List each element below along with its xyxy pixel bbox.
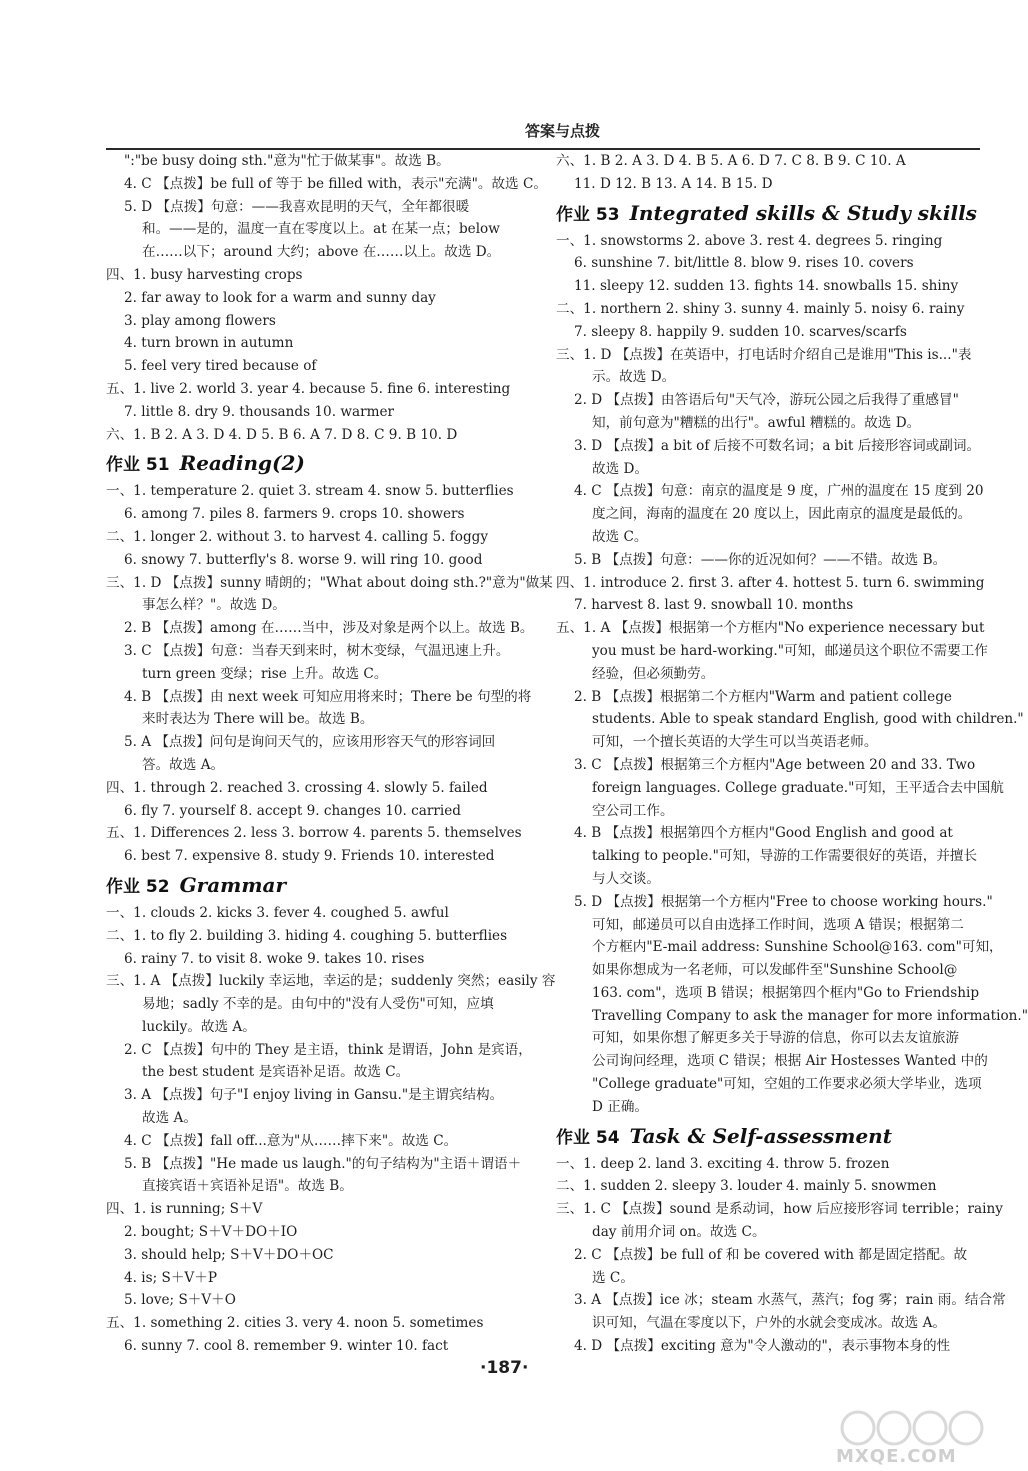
answer-line: 二、1. longer 2. without 3. to harvest 4. calling 5. foggy <box>106 528 489 545</box>
answer-line: 个方框内"E-mail address: Sunshine School@163. com"可知， <box>592 939 1003 956</box>
answer-line: Travelling Company to ask the manager for more information." <box>592 1007 1028 1024</box>
answer-line: 6. sunshine 7. bit/little 8. blow 9. rises 10. covers <box>574 255 914 272</box>
answer-line: 直接宾语＋宾语补足语"。故选 B。 <box>142 1178 353 1195</box>
answer-line: 六、1. B 2. A 3. D 4. B 5. A 6. D 7. C 8. B 9. C 10. A <box>556 153 906 169</box>
answer-line: 7. little 8. dry 9. thousands 10. warmer <box>124 403 395 420</box>
answer-line: 答。故选 A。 <box>142 756 225 773</box>
answer-line: 可知，一个擅长英语的大学生可以当英语老师。 <box>592 734 878 751</box>
answer-line: 4. is; S＋V＋P <box>124 1269 217 1286</box>
section-title: Integrated skills & Study skills <box>629 200 977 225</box>
answer-line: 三、1. D 【点拨】在英语中，打电话时介绍自己是谁用"This is..."表 <box>556 346 972 363</box>
answer-line: 空公司工作。 <box>592 802 674 819</box>
answer-line: talking to people."可知，导游的工作需要很好的英语，并擅长 <box>592 848 978 865</box>
answer-line: 5. D 【点拨】根据第一个方框内"Free to choose working hours." <box>574 893 993 910</box>
answer-line: 2. D 【点拨】由答语后句"天气冷，游玩公园之后我得了重感冒" <box>574 392 959 409</box>
answer-line: 6. sunny 7. cool 8. remember 9. winter 10. fact <box>124 1338 449 1355</box>
answer-line: 四、1. busy harvesting crops <box>106 266 303 283</box>
answer-line: D 正确。 <box>592 1098 649 1115</box>
section-heading <box>556 1119 982 1153</box>
section-number: 作业 51 <box>106 455 170 476</box>
answer-line: 163. com"，选项 B 错误；根据第四个框内"Go to Friendship <box>592 984 980 1001</box>
answer-line: 故选 A。 <box>142 1110 197 1127</box>
answer-line: 3. C 【点拨】根据第三个方框内"Age between 20 and 33. Two <box>574 756 976 773</box>
answer-line: 4. turn brown in autumn <box>124 335 294 352</box>
answer-line: 四、1. through 2. reached 3. crossing 4. slowly 5. failed <box>106 779 488 796</box>
page-number: ·187· <box>480 1358 529 1378</box>
answer-line: 在……以下；around 大约；above 在……以上。故选 D。 <box>142 244 501 261</box>
answer-line: 4. C 【点拨】fall off...意为"从……摔下来"。故选 C。 <box>124 1132 458 1149</box>
answer-line: 三、1. D 【点拨】sunny 晴朗的；"What about doing sth.?"意为"做某 <box>106 574 553 591</box>
section-title: Task & Self-assessment <box>629 1123 892 1148</box>
answer-line: 六、1. B 2. A 3. D 4. D 5. B 6. A 7. D 8. C 9. B 10. D <box>106 426 458 443</box>
answer-line: 事怎么样？"。故选 D。 <box>142 597 286 614</box>
answer-line: 一、1. temperature 2. quiet 3. stream 4. snow 5. butterflies <box>106 483 514 500</box>
answer-line: 4. B 【点拨】由 next week 可知应用将来时；There be 句型的将 <box>124 688 532 705</box>
answer-line: 三、1. A 【点拨】luckily 幸运地，幸运的是；suddenly 突然；easily 容 <box>106 973 556 990</box>
answer-line: 二、1. to fly 2. building 3. hiding 4. coughing 5. butterflies <box>106 927 508 944</box>
answer-line: 易地；sadly 不幸的是。由句中的"没有人受伤"可知，应填 <box>142 996 494 1013</box>
answer-line: turn green 变绿；rise 上升。故选 C。 <box>142 665 388 682</box>
section-heading <box>556 196 982 230</box>
answer-line: 故选 C。 <box>592 528 648 545</box>
answer-line: 识可知，气温在零度以下，户外的水就会变成冰。故选 A。 <box>592 1315 946 1332</box>
answer-line: 五、1. live 2. world 3. year 4. because 5. fine 6. interesting <box>106 380 511 397</box>
answer-line: 3. play among flowers <box>124 312 276 329</box>
answer-line: 度之间，海南的温度在 20 度以上，因此南京的温度是最低的。 <box>592 506 972 523</box>
answer-line: 5. B 【点拨】句意：——你的近况如何？——不错。故选 B。 <box>574 551 947 568</box>
answer-line: 2. B 【点拨】among 在……当中，涉及对象是两个以上。故选 B。 <box>124 620 534 637</box>
answer-line: 如果你想成为一名老师，可以发邮件至"Sunshine School@ <box>592 962 958 979</box>
answer-line: 4. C 【点拨】be full of 等于 be filled with，表示"充满"。故选 C。 <box>124 175 547 192</box>
answer-line: 5. B 【点拨】"He made us laugh."的句子结构为"主语＋谓语＋ <box>124 1155 522 1172</box>
answer-line: 5. feel very tired because of <box>124 358 317 375</box>
answer-line: the best student 是宾语补足语。故选 C。 <box>142 1064 410 1081</box>
answer-line: 3. A 【点拨】ice 冰；steam 水蒸气，蒸汽；fog 雾；rain 雨。结合常 <box>574 1292 1006 1309</box>
answer-line: 五、1. Differences 2. less 3. borrow 4. parents 5. themselves <box>106 825 522 842</box>
answer-line: 3. A 【点拨】句子"I enjoy living in Gansu."是主谓宾结构。 <box>124 1087 504 1104</box>
answer-line: foreign languages. College graduate."可知，王平适合去中国航 <box>592 779 1004 796</box>
answer-line: 3. should help; S＋V＋DO＋OC <box>124 1246 334 1263</box>
left-column <box>106 150 556 1358</box>
answer-line: 五、1. A 【点拨】根据第一个方框内"No experience necessary but <box>556 620 985 637</box>
answer-line: 公司询问经理，选项 C 错误；根据 Air Hostesses Wanted 中的 <box>592 1053 988 1070</box>
answer-line: 6. among 7. piles 8. farmers 9. crops 10. showers <box>124 506 465 523</box>
answer-line: 四、1. introduce 2. first 3. after 4. hottest 5. turn 6. swimming <box>556 574 985 591</box>
answer-line: 6. rainy 7. to visit 8. woke 9. takes 10. rises <box>124 950 425 967</box>
answer-line: 一、1. snowstorms 2. above 3. rest 4. degrees 5. ringing <box>556 232 943 249</box>
section-heading <box>106 868 538 902</box>
watermark-text: MXQE.COM <box>836 1446 957 1467</box>
section-number: 作业 53 <box>556 204 620 225</box>
answer-line: 2. C 【点拨】句中的 They 是主语，think 是谓语，John 是宾语， <box>124 1041 532 1058</box>
answer-line: 2. bought; S＋V＋DO＋IO <box>124 1224 298 1241</box>
answer-line: 2. B 【点拨】根据第二个方框内"Warm and patient college <box>574 688 952 705</box>
answer-line: 4. C 【点拨】句意：南京的温度是 9 度，广州的温度在 15 度到 20 <box>574 483 984 500</box>
answer-line: 5. D 【点拨】句意：——我喜欢昆明的天气，全年都很暖 <box>124 198 470 215</box>
answer-line: 四、1. is running; S＋V <box>106 1201 263 1218</box>
answer-line: 3. C 【点拨】句意：当春天到来时，树木变绿，气温迅速上升。 <box>124 642 510 659</box>
answer-line: 3. D 【点拨】a bit of 后接不可数名词；a bit 后接形容词或副词。 <box>574 437 981 454</box>
section-heading <box>106 446 538 480</box>
answer-line: students. Able to speak standard English, good with children." <box>592 711 1024 728</box>
answer-line: 6. fly 7. yourself 8. accept 9. changes 10. carried <box>124 802 461 819</box>
answer-line: 11. sleepy 12. sudden 13. fights 14. snowballs 15. shiny <box>574 278 959 295</box>
answer-line: luckily。故选 A。 <box>142 1018 256 1035</box>
section-number: 作业 52 <box>106 876 170 897</box>
answer-line: ":"be busy doing sth."意为"忙于做某事"。故选 B。 <box>124 153 450 169</box>
answer-line: 经验，但必须勤劳。 <box>592 665 715 682</box>
answer-line: 7. harvest 8. last 9. snowball 10. months <box>574 597 854 614</box>
answer-line: 一、1. deep 2. land 3. exciting 4. throw 5. frozen <box>556 1155 890 1172</box>
answer-line: 二、1. sudden 2. sleepy 3. louder 4. mainly 5. snowmen <box>556 1178 937 1195</box>
section-title: Reading(2) <box>179 451 305 476</box>
answer-line: 5. A 【点拨】问句是询问天气的，应该用形容天气的形容词回 <box>124 734 496 751</box>
answer-line: 7. sleepy 8. happily 9. sudden 10. scarves/scarfs <box>574 323 907 340</box>
answer-line: 11. D 12. B 13. A 14. B 15. D <box>574 175 773 192</box>
answer-line: 三、1. C 【点拨】sound 是系动词，how 后应接形容词 terrible；rainy <box>556 1201 1003 1218</box>
answer-line: 二、1. northern 2. shiny 3. sunny 4. mainly 5. noisy 6. rainy <box>556 300 965 317</box>
answer-line: 2. far away to look for a warm and sunny day <box>124 289 436 306</box>
answer-line: 和。——是的，温度一直在零度以上。at 在某一点；below <box>142 221 500 238</box>
section-number: 作业 54 <box>556 1127 620 1148</box>
answer-line: 5. love; S＋V＋O <box>124 1292 236 1309</box>
section-title: Grammar <box>179 872 286 897</box>
answer-line: 4. B 【点拨】根据第四个方框内"Good English and good at <box>574 825 953 842</box>
answer-line: 可知，如果你想了解更多关于导游的信息，你可以去友谊旅游 <box>592 1030 960 1047</box>
answer-line: 示。故选 D。 <box>592 369 676 386</box>
answer-line: 6. snowy 7. butterfly's 8. worse 9. will ring 10. good <box>124 551 483 568</box>
header-title: 答案与点拨 <box>524 122 600 140</box>
answer-line: 五、1. something 2. cities 3. very 4. noon 5. sometimes <box>106 1315 484 1332</box>
page-header <box>106 116 980 150</box>
answer-line: 选 C。 <box>592 1269 634 1286</box>
answer-line: you must be hard-working."可知，邮递员这个职位不需要工作 <box>592 642 988 659</box>
answer-line: 故选 D。 <box>592 460 649 477</box>
answer-line: 来时表达为 There will be。故选 B。 <box>142 711 374 728</box>
answer-line: "College graduate"可知，空姐的工作要求必须大学毕业，选项 <box>592 1076 982 1093</box>
answer-line: 可知，邮递员可以自由选择工作时间，选项 A 错误；根据第二 <box>592 916 964 933</box>
answer-line: 知，前句意为"糟糕的出行"。awful 糟糕的。故选 D。 <box>592 414 921 431</box>
answer-line: 与人交谈。 <box>592 870 660 887</box>
answer-line: 2. C 【点拨】be full of 和 be covered with 都是固定搭配。故 <box>574 1246 968 1263</box>
answer-line: 4. D 【点拨】exciting 意为"令人激动的"，表示事物本身的性 <box>574 1338 951 1355</box>
answer-line: 一、1. clouds 2. kicks 3. fever 4. coughed 5. awful <box>106 904 449 921</box>
answer-line: day 前用介词 on。故选 C。 <box>592 1224 766 1241</box>
right-column <box>556 150 1028 1358</box>
answer-line: 6. best 7. expensive 8. study 9. Friends 10. interested <box>124 848 495 865</box>
